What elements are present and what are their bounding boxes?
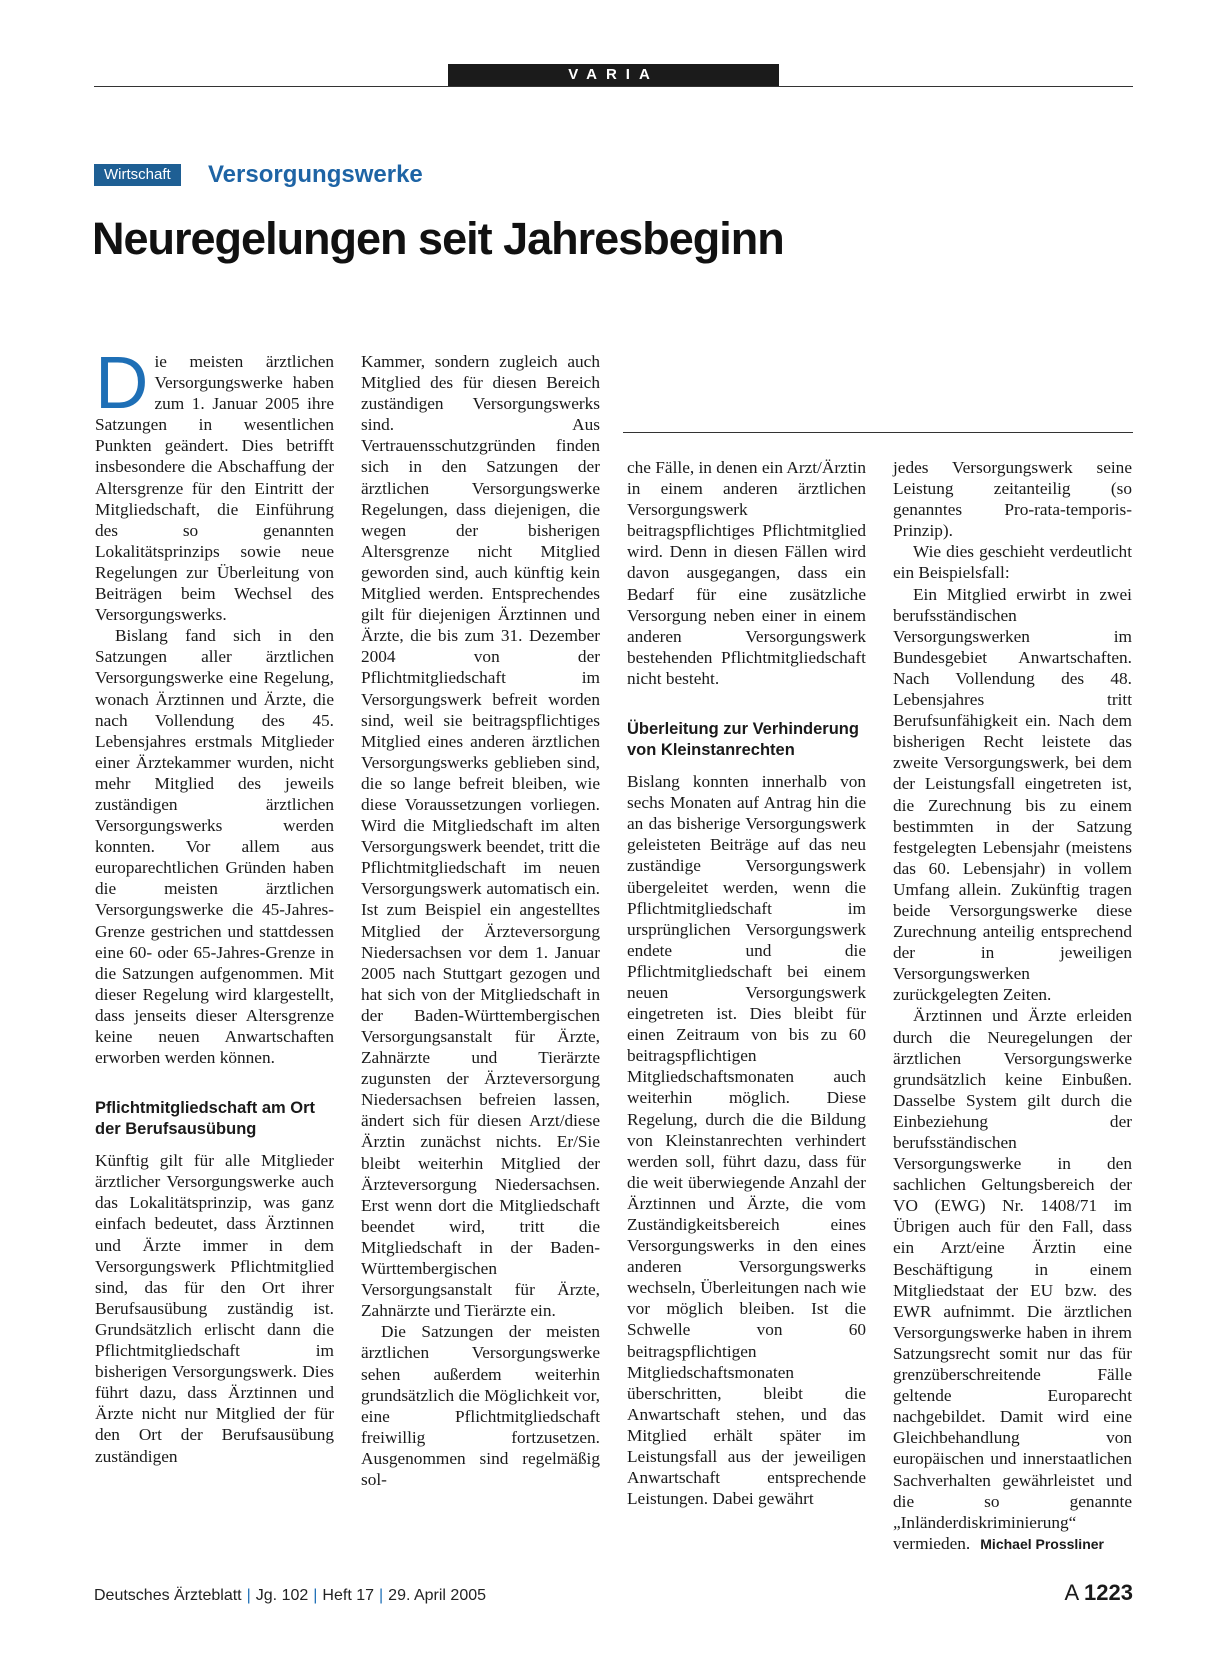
paragraph: Ein Mitglied erwirbt in zwei berufsständischen Versorgungswerken im Bundesgebiet Anwartschaften. Nach Vollendung des 48. Lebensjahres tritt Berufsunfähigkeit ein. Nach dem bisherigen Recht leistete das zweite Versorgungswerk, bei dem der Leistungsfall eingetreten ist, die Zurechnung bis zu einem bestimmten in der Satzung festgelegten Lebensjahr (meistens das 60. Lebensjahr) in vollem Umfang allein. Zukünftig tragen beide Versorgungswerke diese Zurechnung anteilig entsprechend der in jeweiligen Versorgungswerken zurückgelegten Zeiten.: [893, 584, 1132, 1005]
paragraph: Künftig gilt für alle Mitglieder ärztlicher Versorgungswerke auch das Lokalitätsprinzip, was ganz einfach bedeutet, dass Ärztinnen und Ärzte immer in dem Versorgungswerk Pflichtmitglied sind, das für den Ort ihrer Berufsausübung zuständig ist. Grundsätzlich erlischt dann die Pflichtmitgliedschaft im bisherigen Versorgungswerk. Dies führt dazu, dass Ärztinnen und Ärzte nicht nur Mitglied der für den Ort der Berufsausübung zuständigen: [95, 1151, 334, 1466]
page-footer: [94, 1586, 486, 1606]
text-column-4: [893, 457, 1132, 1555]
issue-date: 29. April 2005: [388, 1587, 487, 1604]
author-name: Michael Prossliner: [980, 1535, 1104, 1552]
paragraph: jedes Versorgungswerk seine Leistung zeitanteilig (so genanntes Pro-rata-temporis-Prinzip).: [893, 458, 1132, 541]
paragraph: che Fälle, in denen ein Arzt/Ärztin in einem anderen ärztlichen Versorgungswerk beitragspflichtiges Pflichtmitglied wird. Denn in diesen Fällen wird davon ausgegangen, dass ein Bedarf für eine zusätzliche Versorgung neben einer in einem anderen Versorgungswerk bestehenden Pflichtmitgliedschaft nicht besteht.: [627, 458, 866, 688]
footer-separator: |: [246, 1587, 251, 1604]
footer-separator: |: [379, 1587, 384, 1604]
text-column-2: [361, 351, 600, 1490]
section-subheading: Überleitung zur Verhinderung von Kleinstanrechten: [627, 720, 859, 760]
page-prefix: A: [1064, 1580, 1078, 1605]
text-column-1: [95, 341, 334, 1467]
paragraph-text: ie meisten ärztlichen Versorgungswerke haben zum 1. Januar 2005 ihre Satzungen in wesentlichen Punkten geändert. Dies betrifft insbesondere die Abschaffung der Altersgrenze für den Eintritt der Mitgliedschaft, die Einführung des so genannten Lokalitätsprinzips sowie neue Regelungen zur Überleitung von Beiträgen beim Wechsel des Versorgungswerks.: [95, 352, 334, 625]
paragraph: Bislang konnten innerhalb von sechs Monaten auf Antrag hin die an das bisherige Versorgungswerk geleisteten Beiträge auf das neu zuständige Versorgungswerk übergeleitet werden, wenn die Pflichtmitgliedschaft im ursprünglichen Versorgungswerk endete und die Pflichtmitgliedschaft bei einem neuen Versorgungswerk eingetreten ist. Dies bleibt für einen Zeitraum von bis zu 60 beitragspflichtigen Mitgliedschaftsmonaten auch weiterhin möglich. Diese Regelung, durch die die Bildung von Kleinstanrechten verhindert werden soll, führt dazu, dass für die weit überwiegende Anzahl der Ärztinnen und Ärzte, die vom Zuständigkeitsbereich eines Versorgungswerks in den eines anderen Versorgungswerks wechseln, Überleitungen nach wie vor möglich bleiben. Ist die Schwelle von 60 beitragspflichtigen Mitgliedschaftsmonaten überschritten, bleibt die Anwartschaft stehen, und das Mitglied erhält später im Leistungsfall aus der jeweiligen Anwartschaft entsprechende Leistungen. Dabei gewährt: [627, 772, 866, 1509]
paragraph: Die Satzungen der meisten ärztlichen Versorgungswerke sehen außerdem weiterhin grundsätzlich die Möglichkeit vor, eine Pflichtmitgliedschaft freiwillig fortzusetzen. Ausgenommen sind regelmäßig sol-: [361, 1322, 600, 1489]
journal-volume: Jg. 102: [255, 1587, 309, 1604]
article-kicker: Versorgungswerke: [208, 161, 423, 188]
page-number: [1064, 1580, 1133, 1606]
paragraph: Bislang fand sich in den Satzungen aller ärztlichen Versorgungswerke eine Regelung, wonach Ärztinnen und Ärzte, die nach Vollendung des 45. Lebensjahres erstmals Mitglieder einer Ärztekammer wurden, nicht mehr Mitglied des jeweils zuständigen ärztlichen Versorgungswerks werden konnten. Vor allem aus europarechtlichen Gründen haben die meisten ärztlichen Versorgungswerke die 45-Jahres-Grenze gestrichen und stattdessen eine 60- oder 65-Jahres-Grenze in die Satzungen aufgenommen. Mit dieser Regelung wird klargestellt, dass jenseits dieser Altersgrenze keine neuen Anwartschaften erworben werden können.: [95, 626, 334, 1068]
footer-separator: |: [313, 1587, 318, 1604]
paragraph: [95, 341, 334, 625]
header-rule: [94, 86, 1133, 87]
journal-name: Deutsches Ärzteblatt: [94, 1587, 242, 1604]
paragraph: Kammer, sondern zugleich auch Mitglied des für diesen Bereich zuständigen Versorgungswerks sind. Aus Vertrauensschutzgründen finden sich in den Satzungen der ärztlichen Versorgungswerke Regelungen, dass diejenigen, die wegen der bisherigen Altersgrenze nicht Mitglied geworden sind, auch künftig kein Mitglied werden. Entsprechendes gilt für diejenigen Ärztinnen und Ärzte, die bis zum 31. Dezember 2004 von der Pflichtmitgliedschaft im Versorgungswerk befreit worden sind, weil sie beitragspflichtiges Mitglied eines anderen ärztlichen Versorgungswerks geblieben sind, die so lange befreit bleiben, wie diese Voraussetzungen vorliegen. Wird die Mitgliedschaft im alten Versorgungswerk beendet, tritt die Pflichtmitgliedschaft im neuen Versorgungswerk automatisch ein. Ist zum Beispiel ein angestelltes Mitglied der Ärzteversorgung Niedersachsen vor dem 1. Januar 2005 nach Stuttgart gezogen und hat sich von der Mitgliedschaft in der Baden-Württembergischen Versorgungsanstalt für Ärzte, Zahnärzte und Tierärzte zugunsten der Ärzteversorgung Niedersachsen befreien lassen, ändert sich für diesen Arzt/diese Ärztin zunächst nichts. Er/Sie bleibt weiterhin Mitglied der Ärzteversorgung Niedersachsen. Erst wenn dort die Mitgliedschaft beendet wird, tritt die Mitgliedschaft in der Baden-Württembergischen Versorgungsanstalt für Ärzte, Zahnärzte und Tierärzte ein.: [361, 352, 600, 1321]
article-headline: Neuregelungen seit Jahresbeginn: [92, 213, 784, 264]
page-number-value: 1223: [1084, 1580, 1133, 1605]
column-divider-rule: [623, 432, 1133, 433]
section-label: VARIA: [448, 64, 779, 86]
journal-issue: Heft 17: [322, 1587, 375, 1604]
paragraph-text: Ärztinnen und Ärzte erleiden durch die Neuregelungen der ärztlichen Versorgungswerke grundsätzlich keine Einbußen. Dasselbe System gilt durch die Einbeziehung der berufsständischen Versorgungswerke in den sachlichen Geltungsbereich der VO (EWG) Nr. 1408/71 im Übrigen auch für den Fall, dass ein Arzt/eine Ärztin eine Beschäftigung in einem Mitgliedstaat der EU bzw. des EWR aufnimmt. Die ärztlichen Versorgungswerke haben in ihrem Satzungsrecht somit nur das für grenzüberschreitende Fälle geltende Europarecht nachgebildet. Damit wird eine Gleichbehandlung von europäischen und innerstaatlichen Sachverhalten gewährleistet und die so genannte „Inländerdiskriminierung“ vermieden.: [893, 1006, 1132, 1553]
rubric-badge: Wirtschaft: [94, 164, 181, 186]
text-column-3: [627, 457, 866, 1509]
paragraph: [893, 1005, 1132, 1554]
drop-cap: D: [95, 341, 149, 424]
section-subheading: Pflichtmitgliedschaft am Ort der Berufsausübung: [95, 1099, 316, 1139]
paragraph: Wie dies geschieht verdeutlicht ein Beispielsfall:: [893, 542, 1132, 583]
